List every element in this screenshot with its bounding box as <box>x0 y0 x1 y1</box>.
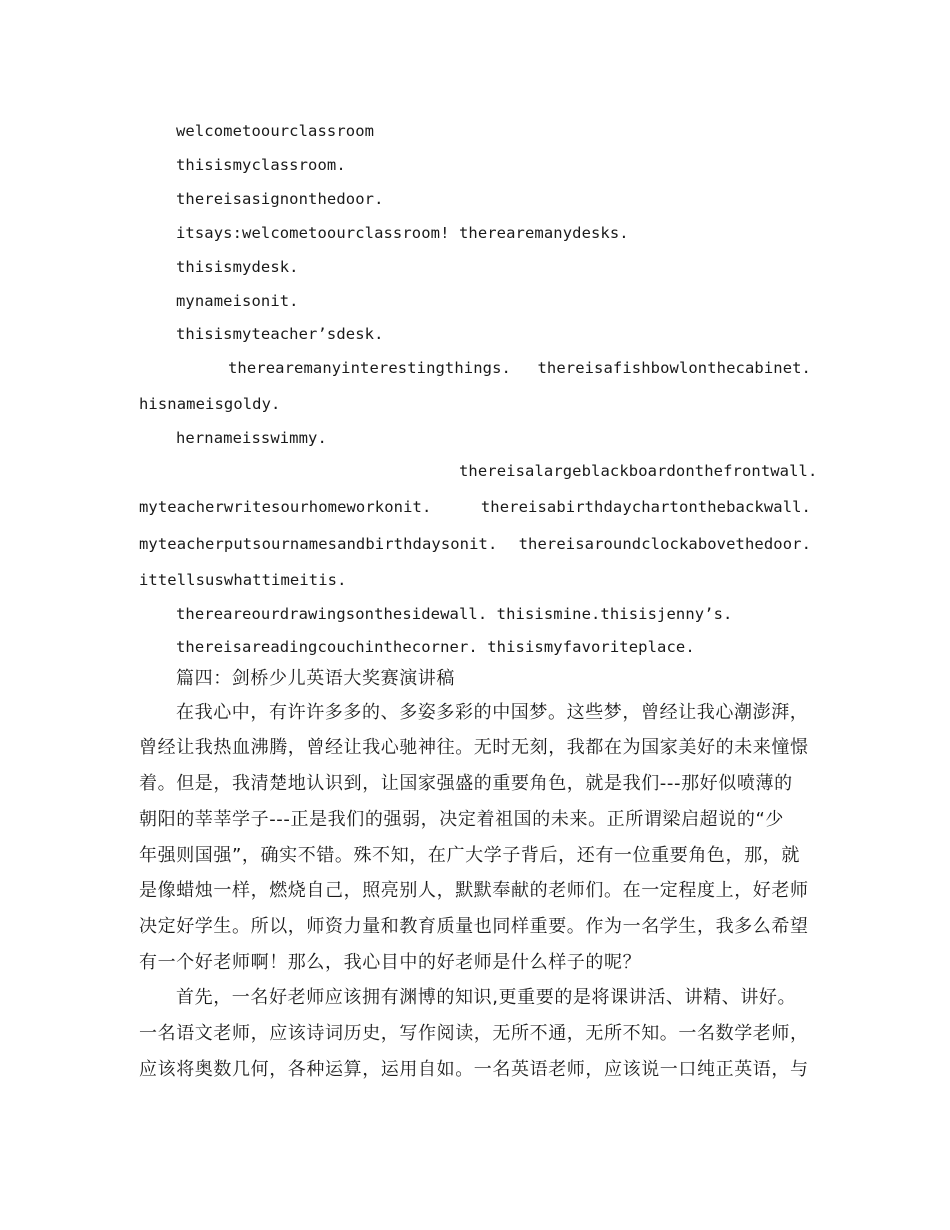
text-segment: therearemanyinterestingthings. <box>228 359 511 377</box>
text-line: hisnameisgoldy. <box>139 395 281 413</box>
text-line: thisismyteacher’sdesk. <box>176 325 384 343</box>
text-segment: thereisafishbowlonthecabinet. <box>537 359 811 377</box>
paragraph-line: 一名语文老师，应该诗词历史，写作阅读，无所不通，无所不知。一名数学老师， <box>139 1023 809 1044</box>
paragraph-line: 在我心中，有许许多多的、多姿多彩的中国梦。这些梦，曾经让我心潮澎湃， <box>176 702 809 723</box>
paragraph-line: 年强则国强”，确实不错。殊不知，在广大学子背后，还有一位重要角色，那，就 <box>139 845 800 866</box>
paragraph-line: 是像蜡烛一样，燃烧自己，照亮别人，默默奉献的老师们。在一定程度上，好老师 <box>139 880 809 901</box>
text-line <box>139 497 811 517</box>
paragraph-line: 首先，一名好老师应该拥有渊博的知识,更重要的是将课讲活、讲精、讲好。 <box>176 987 797 1008</box>
text-line: welcometoourclassroom <box>176 122 375 140</box>
paragraph-line: 着。但是，我清楚地认识到，让国家强盛的重要角色，就是我们---那好似喷薄的 <box>139 773 793 794</box>
section-title: 篇四：剑桥少儿英语大奖赛演讲稿 <box>176 668 455 689</box>
paragraph-line: 朝阳的莘莘学子---正是我们的强弱，决定着祖国的未来。正所谓梁启超说的“少 <box>139 809 785 830</box>
text-line: ittellsuswhattimeitis. <box>139 571 347 589</box>
text-line: mynameisonit. <box>176 292 299 310</box>
text-line: hernameisswimmy. <box>176 429 327 447</box>
text-segment: myteacherwritesourhomeworkonit. <box>139 498 432 516</box>
text-line <box>228 358 811 378</box>
text-line <box>139 534 811 554</box>
paragraph-line: 有一个好老师啊！那么，我心目中的好老师是什么样子的呢？ <box>139 952 642 973</box>
text-line: thisismyclassroom. <box>176 156 346 174</box>
paragraph-line: 决定好学生。所以，师资力量和教育质量也同样重要。作为一名学生，我多么希望 <box>139 916 809 937</box>
text-segment: myteacherputsournamesandbirthdaysonit. <box>139 535 498 553</box>
paragraph-line: 应该将奥数几何，各种运算，运用自如。一名英语老师，应该说一口纯正英语，与 <box>139 1059 809 1080</box>
text-line: itsays:welcometoourclassroom! therearemanydesks. <box>176 224 629 242</box>
text-segment: thereisaroundclockabovethedoor. <box>518 535 811 553</box>
paragraph-line: 曾经让我热血沸腾，曾经让我心驰神往。无时无刻，我都在为国家美好的未来憧憬 <box>139 737 809 758</box>
text-line: thereisalargeblackboardonthefrontwall. <box>459 462 818 480</box>
text-line: thereisareadingcouchinthecorner. thisismyfavoriteplace. <box>176 638 695 656</box>
text-line: thereareourdrawingsonthesidewall. thisismine.thisisjenny’s. <box>176 605 733 623</box>
text-line: thereisasignonthedoor. <box>176 190 384 208</box>
text-segment: thereisabirthdaychartonthebackwall. <box>480 498 811 516</box>
text-line: thisismydesk. <box>176 258 299 276</box>
